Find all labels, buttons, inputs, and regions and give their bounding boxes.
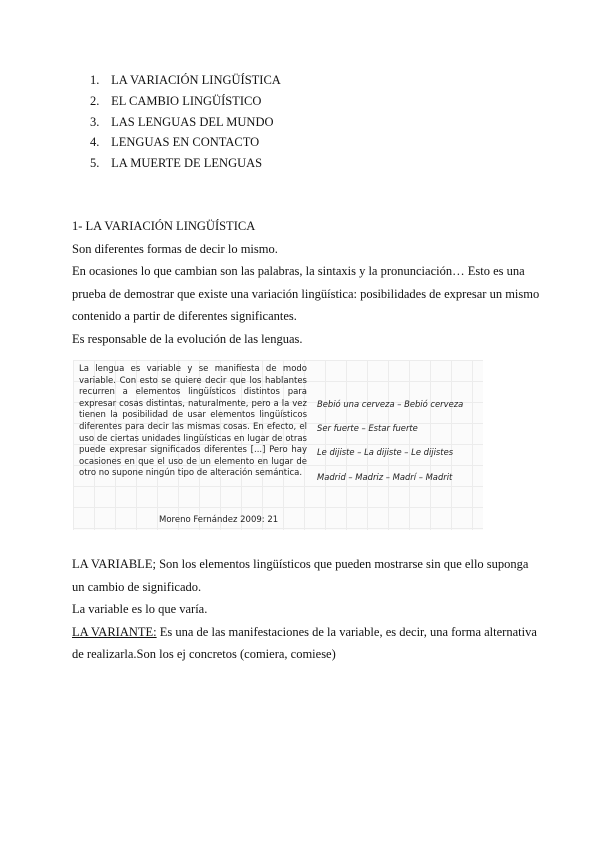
toc-text: LA MUERTE DE LENGUAS — [111, 156, 263, 171]
toc-number: 1. — [90, 73, 100, 87]
section-variacion — [72, 215, 540, 350]
definition-text: Son los elementos lingüísticos que pueden mostrarse sin que ello suponga — [155, 557, 529, 571]
paragraph-line — [72, 621, 537, 644]
term-variante: LA VARIANTE: — [72, 624, 157, 639]
toc-text: EL CAMBIO LINGÜÍSTICO — [111, 93, 262, 108]
toc-item — [90, 70, 281, 91]
example-item: Ser fuerte – Estar fuerte — [317, 423, 418, 434]
quote-figure — [73, 360, 483, 530]
definition-text: Es una de las manifestaciones de la variable, es decir, una forma alternativa — [156, 624, 537, 639]
toc-number: 4. — [90, 135, 100, 150]
variation-examples — [317, 398, 463, 495]
toc-text: LENGUAS EN CONTACTO — [111, 135, 260, 150]
paragraph-line: La variable es lo que varía. — [72, 602, 208, 616]
paragraph-line: Son diferentes formas de decir lo mismo. — [72, 241, 278, 256]
example-item: Le dijiste – La dijiste – Le dijistes — [317, 447, 454, 458]
table-of-contents — [90, 70, 281, 174]
toc-number: 5. — [90, 156, 100, 171]
toc-number: 3. — [90, 114, 100, 129]
example-item: Madrid – Madriz – Madrí – Madrit — [317, 471, 453, 482]
toc-text: LAS LENGUAS DEL MUNDO — [111, 114, 274, 129]
toc-item — [90, 153, 281, 174]
toc-item — [90, 132, 281, 153]
section-heading: 1- LA VARIACIÓN LINGÜÍSTICA — [72, 219, 256, 233]
term-variable: LA VARIABLE; — [72, 557, 156, 571]
paragraph-line: Es responsable de la evolución de las lenguas. — [72, 331, 303, 346]
toc-item — [90, 112, 281, 133]
example-item: Bebió una cerveza – Bebió cerveza — [317, 399, 464, 409]
paragraph-line — [72, 553, 532, 576]
paragraph-line: prueba de demostrar que existe una variación lingüística: posibilidades de expresar un mismo — [72, 286, 540, 301]
paragraph-line: contenido a partir de diferentes significantes. — [72, 309, 297, 323]
toc-number: 2. — [90, 93, 100, 108]
toc-text: LA VARIACIÓN LINGÜÍSTICA — [111, 73, 281, 87]
quote-citation: Moreno Fernández 2009: 21 — [159, 515, 279, 525]
quote-text: La lengua es variable y se manifiesta de modo variable. Con esto se quiere decir que los hablantes recurren a elementos lingüísticos distintos para expresar cosas distintas, naturalmente, pero a la vez tienen la posibilidad de usar elementos lingüísticos diferentes para decir las mismas cosas. En efecto, el uso de ciertas unidades lingüísticas en lugar de otras puede expresar significados diferentes [...] Pero hay ocasiones en que el uso de un elemento en lugar de otro no supone ningún tipo de alteración semántica. — [79, 364, 307, 479]
paragraph-line: de realizarla.Son los ej concretos (comiera, comiese) — [72, 647, 336, 661]
paragraph-line: En ocasiones lo que cambian son las palabras, la sintaxis y la pronunciación… Esto es una — [72, 264, 525, 278]
section-definitions — [72, 553, 537, 666]
toc-item — [90, 91, 281, 112]
paragraph-line: un cambio de significado. — [72, 579, 202, 594]
